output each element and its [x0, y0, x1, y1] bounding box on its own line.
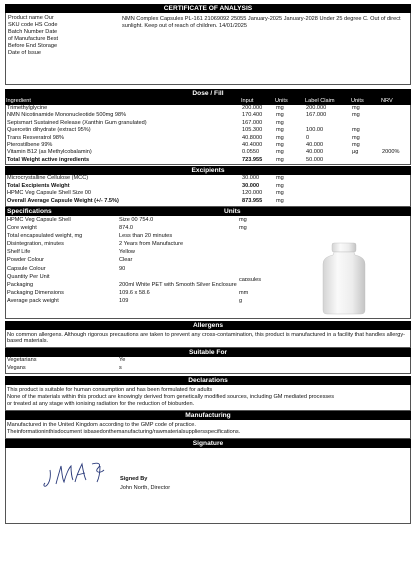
manufacturing-line: Theinformationinthisdocument isbasedonthemanufacturing/rawmaterialsuppliersspecifications.: [7, 428, 241, 435]
specifications-units-title: Units: [224, 207, 241, 215]
table-row: [6, 357, 410, 365]
excipient-unit: mg: [276, 197, 284, 204]
certificate-page: [5, 4, 411, 524]
table-row: [6, 224, 410, 232]
column-header: Units: [275, 98, 288, 104]
spec-label: Powder Colour: [7, 257, 44, 264]
ingredient-input: 0.0550: [242, 149, 260, 156]
specifications-header: [5, 207, 411, 216]
certificate-title: CERTIFICATE OF ANALYSIS: [5, 4, 411, 13]
specifications-table: [5, 216, 411, 319]
excipient-value: 30.000: [242, 182, 260, 189]
spec-value: Clear: [119, 257, 133, 264]
info-label: of Manufacture Best: [8, 35, 59, 42]
spec-unit: [239, 256, 279, 264]
handwritten-signature: [42, 456, 112, 492]
spec-label: Core weight: [7, 224, 37, 231]
spec-value: Yellow: [119, 249, 135, 256]
ingredient-input: 170.400: [242, 112, 263, 119]
spec-value: 90: [119, 265, 126, 272]
table-row: [6, 175, 410, 183]
excipient-value: 873.955: [242, 197, 263, 204]
total-nrv: [382, 157, 410, 164]
excipient-unit: mg: [276, 190, 284, 197]
suitable-value: s: [119, 365, 122, 372]
table-row: [6, 365, 410, 373]
total-label: Total Weight active ingredients: [7, 156, 90, 163]
signatory-name: John North, Director: [120, 484, 171, 491]
declaration-line: None of the materials within this product are knowingly derived from genetically modified sources, including GM mediated processes: [7, 393, 335, 400]
declaration-line: or treated at any stage with ionising radiation for the reduction of bioburden.: [7, 400, 195, 407]
info-label: Product name Our: [8, 15, 54, 21]
table-row: [6, 190, 410, 198]
table-row: [6, 142, 410, 149]
ingredient-claim: 100.00: [306, 127, 324, 134]
column-header: Units: [351, 98, 364, 104]
specifications-title: Specifications: [7, 207, 52, 215]
declaration-line: This product is suitable for human consumption and has been formulated for adults: [7, 386, 213, 393]
spec-unit: mg: [239, 224, 247, 231]
info-label: Before End Storage: [8, 42, 58, 49]
excipient-name: Microcrystalline Cellulose (MCC): [7, 175, 89, 182]
excipient-value: 30.000: [242, 175, 260, 182]
table-row: [6, 216, 410, 224]
signed-by-label: Signed By: [120, 475, 148, 482]
spec-label: Average pack weight: [7, 298, 59, 305]
spec-unit: capsules: [239, 276, 262, 281]
suitable-label: Vegetarians: [7, 357, 37, 364]
column-header: Ingredient: [6, 98, 31, 104]
excipient-value: 120.000: [242, 190, 263, 197]
column-header: Label Claim: [305, 98, 335, 104]
ingredient-claim-unit: mg: [352, 134, 360, 141]
spec-label: Total encapsulated weight, mg: [7, 232, 83, 239]
total-claim: 50.000: [306, 156, 324, 163]
product-bottle-image: [319, 242, 369, 316]
ingredient-claim: 40.000: [306, 149, 324, 156]
ingredient-claim-unit: mg: [352, 141, 360, 148]
ingredient-claim: 167.000: [306, 112, 327, 119]
ingredient-nrv: [382, 127, 410, 134]
ingredient-claim-unit: mg: [352, 127, 360, 134]
suitable-for-table: [5, 357, 411, 373]
ingredient-unit: mg: [276, 149, 284, 156]
total-claim-unit: [352, 157, 382, 164]
spec-unit: mm: [239, 290, 249, 297]
spec-unit: [239, 265, 279, 273]
ingredient-nrv: [382, 105, 410, 112]
spec-value: 109: [119, 298, 129, 305]
excipients-header: Excipients: [5, 166, 411, 175]
spec-value: 874.0: [119, 224, 133, 231]
excipient-name: Overall Average Capsule Weight (+/- 7.5%): [7, 197, 119, 204]
manufacturing-header: Manufacturing: [5, 411, 411, 420]
ingredient-name: NMN Nicotinamide Mononucleotide 500mg 98%: [7, 112, 127, 119]
ingredient-name: Pterostilbene 99%: [7, 141, 53, 148]
info-label: SKU code HS Code: [8, 21, 58, 28]
ingredient-name: Vitamin B12 (as Methylcobalamin): [7, 149, 92, 156]
product-info-labels: [6, 13, 66, 84]
declarations-text: [5, 385, 411, 411]
product-info-section: [5, 13, 411, 85]
table-row: [6, 198, 410, 206]
spec-value: Less than 20 minutes: [119, 232, 173, 239]
table-row: [6, 127, 410, 134]
declarations-header: Declarations: [5, 376, 411, 385]
spec-label: Quantity Per Unit: [7, 273, 50, 280]
total-unit: mg: [276, 156, 284, 163]
signature-section: [5, 448, 411, 524]
ingredient-name: Quercetin dihydrate (extract 95%): [7, 127, 91, 134]
suitable-value: Ye: [119, 357, 126, 364]
spec-unit: [239, 248, 279, 256]
ingredient-input: 40.8000: [242, 134, 263, 141]
ingredient-nrv: [382, 112, 410, 119]
ingredient-nrv: 2000%: [382, 149, 400, 156]
ingredient-unit: mg: [276, 127, 284, 134]
excipient-name: Total Excipients Weight: [7, 182, 70, 189]
table-row: [6, 232, 410, 240]
ingredient-claim: 0: [306, 134, 310, 141]
info-label: Date of Issue: [8, 49, 41, 56]
table-row: [6, 183, 410, 191]
dose-fill-header: Dose / Fill: [5, 89, 411, 98]
spec-value: 109.6 x 58.6: [119, 290, 150, 297]
dose-table: [5, 105, 411, 165]
manufacturing-line: Manufactured in the United Kingdom according to the GMP code of practice.: [7, 421, 196, 428]
spec-value: 200ml White PET with Smooth Silver Enclosure: [119, 282, 237, 288]
spec-label: Shelf Life: [7, 249, 31, 256]
ingredient-claim-unit: µg: [352, 149, 359, 156]
excipient-unit: mg: [276, 175, 284, 182]
ingredient-input: 40.4000: [242, 141, 263, 148]
table-row: [6, 149, 410, 156]
spec-label: HPMC Veg Capsule Shell: [7, 216, 71, 223]
ingredient-claim: 40.000: [306, 141, 324, 148]
column-header: NRV: [381, 98, 393, 104]
excipient-unit: mg: [276, 182, 284, 189]
suitable-label: Vegans: [7, 365, 26, 372]
ingredient-input: 105.300: [242, 127, 263, 134]
manufacturing-text: [5, 420, 411, 439]
ingredient-nrv: [382, 142, 410, 149]
total-active-row: [6, 157, 410, 164]
ingredient-claim: 200.000: [306, 105, 327, 111]
table-row: [6, 135, 410, 142]
ingredient-unit: mg: [276, 112, 284, 119]
ingredient-unit: mg: [276, 105, 284, 111]
table-row: [6, 120, 410, 127]
spec-label: Capsule Colour: [7, 265, 46, 272]
product-info-values: NMN Complex Capsules PL-161 21069092 25055 January-2025 January-2028 Under 25 degree C. Out of direct sunlight. Keep out of reach of children. 14/01/2025: [122, 16, 401, 29]
total-input: 723.955: [242, 156, 263, 163]
spec-value: [119, 273, 239, 281]
ingredient-nrv: [382, 120, 410, 127]
ingredient-input: 200.000: [242, 105, 263, 111]
spec-value: 2 Years from Manufacture: [119, 241, 184, 248]
spec-unit: mg: [239, 216, 247, 223]
dose-column-headers: [5, 98, 411, 105]
excipient-name: HPMC Veg Capsule Shell Size 00: [7, 190, 91, 197]
ingredient-unit: mg: [276, 134, 284, 141]
ingredient-claim-unit: mg: [352, 112, 360, 119]
ingredient-name: Trimethylglycine: [7, 105, 48, 111]
table-row: [6, 112, 410, 119]
column-header: Input: [241, 98, 254, 104]
excipients-table: [5, 175, 411, 206]
spec-unit: [239, 240, 279, 248]
spec-value: Size 00 754.0: [119, 216, 154, 223]
ingredient-unit: mg: [276, 141, 284, 148]
allergens-header: Allergens: [5, 321, 411, 330]
spec-label: Disintegration, minutes: [7, 241, 64, 248]
spec-unit: [239, 232, 279, 240]
signature-header: Signature: [5, 439, 411, 448]
ingredient-unit: mg: [276, 119, 284, 126]
spec-label: Packaging Dimensions: [7, 290, 64, 297]
ingredient-claim: [306, 120, 352, 127]
spec-label: Packaging: [7, 282, 34, 288]
ingredient-claim-unit: mg: [352, 105, 360, 111]
suitable-for-header: Suitable For: [5, 348, 411, 357]
allergens-text: No common allergens. Although rigorous precautions are taken to prevent any cross-contamination, this product is manufactured in a facility that handles allergy-based materials.: [5, 330, 411, 349]
ingredient-claim-unit: [352, 120, 382, 127]
spec-unit: g: [239, 298, 243, 305]
ingredient-input: 167.000: [242, 119, 263, 126]
table-row: [6, 105, 410, 112]
ingredient-nrv: [382, 135, 410, 142]
info-label: Batch Number Date: [8, 28, 58, 35]
ingredient-name: Trans Resveratrol 98%: [7, 134, 64, 141]
ingredient-name: Sepismart Sustained Release (Xanthin Gum granulated): [7, 119, 147, 126]
